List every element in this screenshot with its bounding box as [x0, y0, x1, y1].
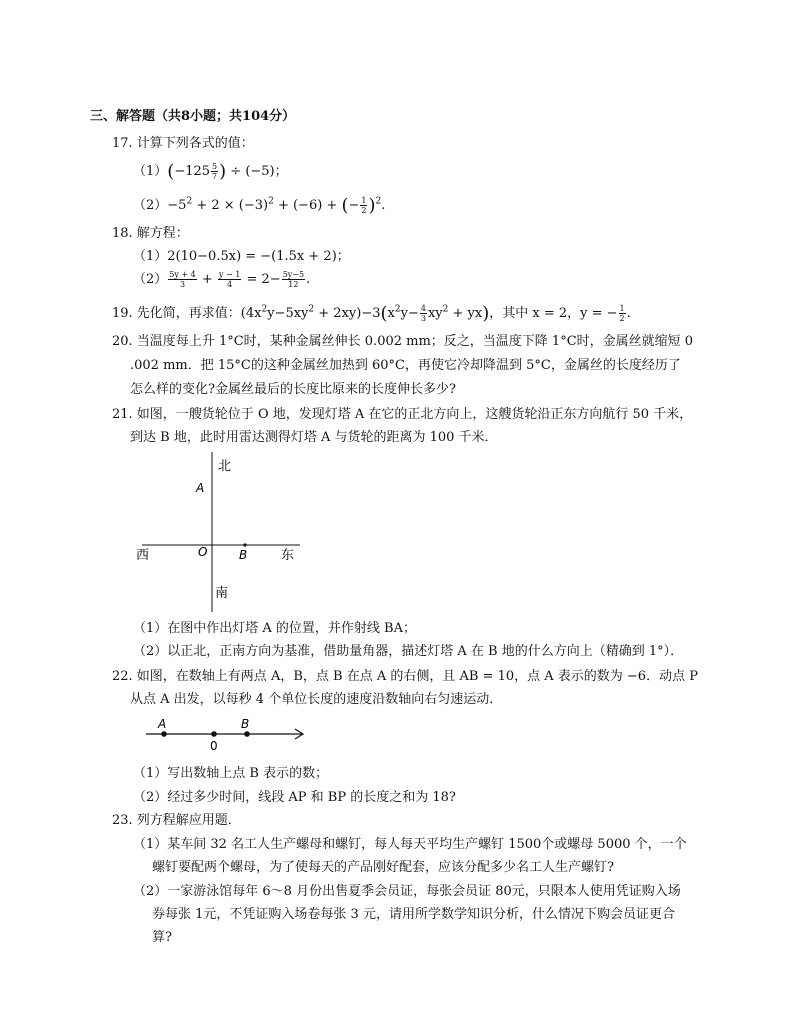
frac-denominator: 12: [288, 280, 299, 289]
q17-part2-fraction: [360, 196, 367, 215]
exponent: 2: [186, 196, 193, 207]
frac-denominator: 4: [227, 280, 233, 289]
q17-part2-end: .: [381, 198, 386, 213]
label-south: 南: [215, 586, 229, 601]
q19-end: .: [626, 306, 631, 321]
q19-f: xy: [427, 306, 443, 321]
fraction: [218, 270, 241, 289]
q23-part2-line3: 算?: [152, 930, 172, 945]
point-a-dot: [161, 731, 167, 737]
q20-line2: .002 mm．把 15°C的这种金属丝加热到 60°C，再使它冷却降温到 5°C，金属丝的长度经历了: [130, 358, 681, 373]
q18-part2-label: （2）: [133, 272, 168, 287]
q21-part2: （2）以正北，正南方向为基准，借助量角器，描述灯塔 A 在 B 地的什么方向上（精确到 1°）．: [133, 644, 684, 659]
q18-part2-end: .: [306, 272, 311, 287]
frac-numerator: 5y−5: [282, 270, 305, 279]
frac-numerator: y − 1: [218, 270, 241, 279]
q17-part2-b: + 2 × (−3): [192, 198, 269, 213]
frac-numerator: 5y + 4: [169, 270, 196, 279]
q19-h: ，其中 x = 2，y = −: [489, 306, 618, 321]
compass-figure: [130, 448, 320, 616]
label-west: 西: [136, 548, 150, 563]
label-o: O: [198, 545, 208, 559]
exponent: 2: [394, 304, 401, 315]
exponent: 2: [261, 304, 268, 315]
q18-part1: [133, 248, 350, 266]
label-b: B: [239, 548, 248, 562]
q18-part1-text: 2(10−0.5x) = −(1.5x + 2)；: [167, 249, 350, 264]
q19-e: y−: [400, 306, 419, 321]
label-north: 北: [218, 459, 232, 474]
frac-denominator: 3: [420, 314, 426, 323]
point-b-dot: [243, 543, 246, 546]
q17-part1-a: −125: [174, 164, 211, 179]
exponent: 2: [268, 196, 274, 207]
q19-b: y−5xy: [267, 306, 309, 321]
q21-part1: （1）在图中作出灯塔 A 的位置，并作射线 BA；: [133, 621, 416, 636]
q19-a: 19. 先化简，再求值：(4x: [112, 306, 262, 321]
q21-line1: 21. 如图，一艘货轮位于 O 地，发现灯塔 A 在它的正北方向上，这艘货轮沿正东方向航行 50 千米，: [112, 407, 693, 422]
frac-numerator: 4: [420, 304, 426, 313]
q19-text: 19. 先化简，再求值：$(4x^2y-5xy^2 + 2xy)-3(x^2y-$ $\frac{4}{3}$ $xy^2 + yx$)，其中 x = 2，y = − $\frac{1}{2}$ .: [112, 303, 631, 324]
q18-part2: （2） $\frac{5y + 4}{3}$ + $\frac{y - 1}{4}$ = 2− $\frac{5y-5}{12}$ .: [133, 270, 311, 289]
q23-stem: 23. 列方程解应用题．: [112, 813, 241, 828]
q22-line2: 从点 A 出发，以每秒 4 个单位长度的速度沿数轴向右匀速运动．: [130, 692, 503, 707]
q17-part2-c: + (−6) +: [273, 198, 342, 213]
fraction: [168, 270, 197, 289]
q22-part2: （2）经过多少时间，线段 AP 和 BP 的长度之和为 18?: [133, 790, 456, 805]
frac-denominator: 3: [179, 280, 186, 289]
exponent: 2: [308, 304, 315, 315]
q22-part1: （1）写出数轴上点 B 表示的数；: [133, 766, 329, 781]
q19-c: + 2xy)−3: [314, 306, 381, 321]
section-title: 三、解答题（共8小题；共104分）: [90, 109, 296, 124]
point-b-dot: [244, 731, 250, 737]
q23-part2-line2: 券每张 1元，不凭证购入场卷每张 3 元，请用所学数学知识分析，什么情况下购会员证更合: [152, 907, 675, 922]
q18-part1-label: （1）: [133, 249, 168, 264]
q21-line2: 到达 B 地，此时用雷达测得灯塔 A 与货轮的距离为 100 千米．: [130, 430, 498, 445]
label-b: B: [241, 717, 250, 731]
frac-denominator: 2: [361, 206, 367, 215]
q17-part1: （1）(−125 $\frac{5}{7}$ ) ÷ (−5)；: [133, 161, 288, 182]
fraction: [619, 304, 626, 323]
label-a: A: [158, 717, 167, 731]
q17-part1-label: （1）: [133, 164, 168, 179]
q22-line1: 22. 如图，在数轴上有两点 A，B，点 B 在点 A 的右侧，且 AB = 10，点 A 表示的数为 −6．动点 P: [112, 669, 698, 684]
q17-part2-label: （2）: [133, 198, 168, 213]
frac-numerator: 5: [212, 162, 218, 171]
q23-part1-line1: （1）某车间 32 名工人生产螺母和螺钉，每人每天平均生产螺钉 1500个或螺母 5000 个，一个: [133, 837, 687, 852]
fraction: [420, 304, 427, 323]
exponent: 2: [375, 196, 382, 207]
exponent: 2: [442, 304, 449, 315]
q20-line3: 怎么样的变化?金属丝最后的长度比原来的长度伸长多少?: [130, 382, 456, 397]
q23-part2-line1: （2）一家游泳馆每年 6～8 月份出售夏季会员证，每张会员证 80元，只限本人使用凭证购入场: [133, 884, 681, 899]
frac-numerator: 1: [361, 196, 367, 205]
frac-denominator: 2: [619, 314, 625, 323]
q17-part1-fraction: [211, 162, 218, 181]
label-east: 东: [281, 548, 295, 563]
label-a: A: [196, 481, 205, 495]
equals-sign: = 2−: [242, 272, 281, 287]
frac-denominator: 7: [212, 172, 218, 181]
q18-stem: 18. 解方程：: [112, 226, 189, 241]
q19-g: + yx: [448, 306, 483, 321]
q17-part2-a: −5: [167, 198, 187, 213]
label-zero: 0: [210, 739, 218, 753]
q19-d: x: [387, 306, 395, 321]
frac-numerator: 1: [619, 304, 625, 313]
q17-part2: $(2)-5^2 + 2 \times (-3)^2 + (-6)$ + (− $\frac{1}{2}$ )$^2$.: [133, 195, 386, 216]
point-zero-dot: [211, 731, 217, 737]
q23-part1-line2: 螺钉要配两个螺母，为了使每天的产品刚好配套，应该分配多少名工人生产螺钉?: [152, 860, 614, 875]
number-line-figure: [140, 712, 310, 754]
fraction: [282, 270, 305, 289]
q20-line1: 20. 当温度每上升 1°C时，某种金属丝伸长 0.002 mm；反之，当温度下降 1°C时，金属丝就缩短 0: [112, 334, 694, 349]
q17-part1-b: ÷ (−5)；: [226, 164, 288, 179]
q17-stem: 17. 计算下列各式的值：: [112, 136, 254, 151]
